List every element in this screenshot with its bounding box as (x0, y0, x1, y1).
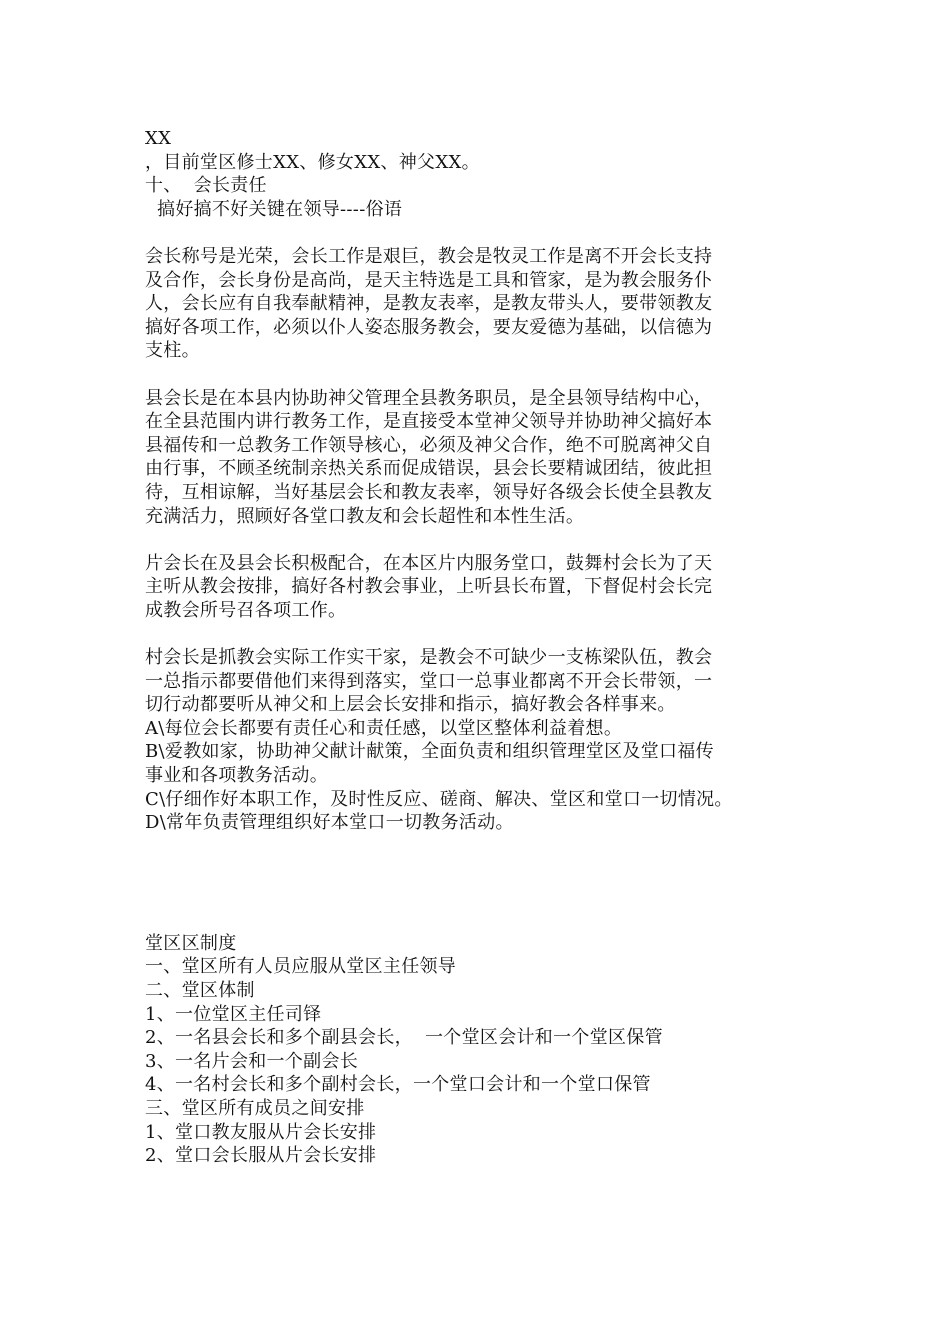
text-line: 切行动都要听从神父和上层会长安排和指示，搞好教会各样事来。 (145, 694, 676, 716)
paragraph-3 (145, 552, 945, 623)
text-line: 主听从教会按排，搞好各村教会事业，上听县长布置，下督促村会长完 (145, 576, 713, 598)
text-line: 待，互相谅解，当好基层会长和教友表率，领导好各级会长使全县教友 (145, 481, 713, 503)
paragraph-4 (145, 646, 945, 835)
document-page (145, 127, 945, 1168)
text-line: XX (145, 128, 172, 149)
list-item: 3、一名片会和一个副会长 (145, 1050, 359, 1072)
header-block (145, 127, 945, 221)
blank-line (145, 622, 945, 646)
blank-line (145, 363, 945, 387)
text-line: 人，会长应有自我奉献精神，是教友表率，是教友带头人，要带领教友 (145, 293, 713, 315)
text-line: 会长称号是光荣，会长工作是艰巨，教会是牧灵工作是离不开会长支持 (145, 245, 713, 267)
paragraph-1 (145, 245, 945, 363)
text-line: 及合作，会长身份是高尚，是天主特选是工具和管家，是为教会服务仆 (145, 269, 713, 291)
text-line: 在全县范围内讲行教务工作，是直接受本堂神父领导并协助神父搞好本 (145, 411, 713, 433)
text-line: 充满活力，照顾好各堂口教友和会长超性和本性生活。 (145, 505, 585, 527)
text-line: 一总指示都要借他们来得到落实，堂口一总事业都离不开会长带领，一 (145, 670, 713, 692)
blank-line (145, 221, 945, 245)
list-item: 一、堂区所有人员应服从堂区主任领导 (145, 956, 457, 978)
section-heading: 十、 会长责任 (145, 175, 267, 197)
list-item: 三、堂区所有成员之间安排 (145, 1097, 365, 1119)
list-item: 1、堂口教友服从片会长安排 (145, 1121, 377, 1143)
list-item: 二、堂区体制 (145, 980, 255, 1001)
text-line: 片会长在及县会长积极配合，在本区片内服务堂口，鼓舞村会长为了天 (145, 552, 713, 574)
blank-space (145, 835, 945, 932)
text-line: 成教会所号召各项工作。 (145, 599, 347, 621)
text-line: 支柱。 (145, 340, 200, 362)
section-title: 堂区区制度 (145, 932, 237, 954)
section-2 (145, 932, 945, 1168)
list-item: A\每位会长都要有责任心和责任感，以堂区整体利益着想。 (145, 717, 623, 739)
list-item: 4、一名村会长和多个副村会长，一个堂口会计和一个堂口保管 (145, 1074, 651, 1096)
text-line: 事业和各项教务活动。 (145, 765, 328, 787)
list-item: 2、一名县会长和多个副县会长， 一个堂区会计和一个堂区保管 (145, 1027, 663, 1049)
text-line: ，目前堂区修士XX、修女XX、神父XX。 (145, 151, 480, 173)
proverb-line: 搞好搞不好关键在领导----俗语 (145, 198, 403, 220)
text-line: 村会长是抓教会实际工作实干家，是教会不可缺少一支栋梁队伍，教会 (145, 647, 713, 669)
paragraph-2 (145, 387, 945, 529)
list-item: 1、一位堂区主任司铎 (145, 1003, 322, 1025)
text-line: 县会长是在本县内协助神父管理全县教务职员，是全县领导结构中心， (145, 387, 713, 409)
text-line: 由行事，不顾圣统制亲热关系而促成错误，县会长要精诚团结，彼此担 (145, 458, 713, 480)
list-item: B\爱教如家，协助神父献计献策，全面负责和组织管理堂区及堂口福传 (145, 741, 714, 763)
text-line: 县福传和一总教务工作领导核心，必须及神父合作，绝不可脱离神父自 (145, 434, 713, 456)
list-item: 2、堂口会长服从片会长安排 (145, 1145, 377, 1167)
list-item: C\仔细作好本职工作，及时性反应、磋商、解决、堂区和堂口一切情况。 (145, 788, 733, 810)
blank-line (145, 528, 945, 552)
text-line: 搞好各项工作，必须以仆人姿态服务教会，要友爱德为基础，以信德为 (145, 316, 713, 338)
list-item: D\常年负责管理组织好本堂口一切教务活动。 (145, 812, 514, 834)
